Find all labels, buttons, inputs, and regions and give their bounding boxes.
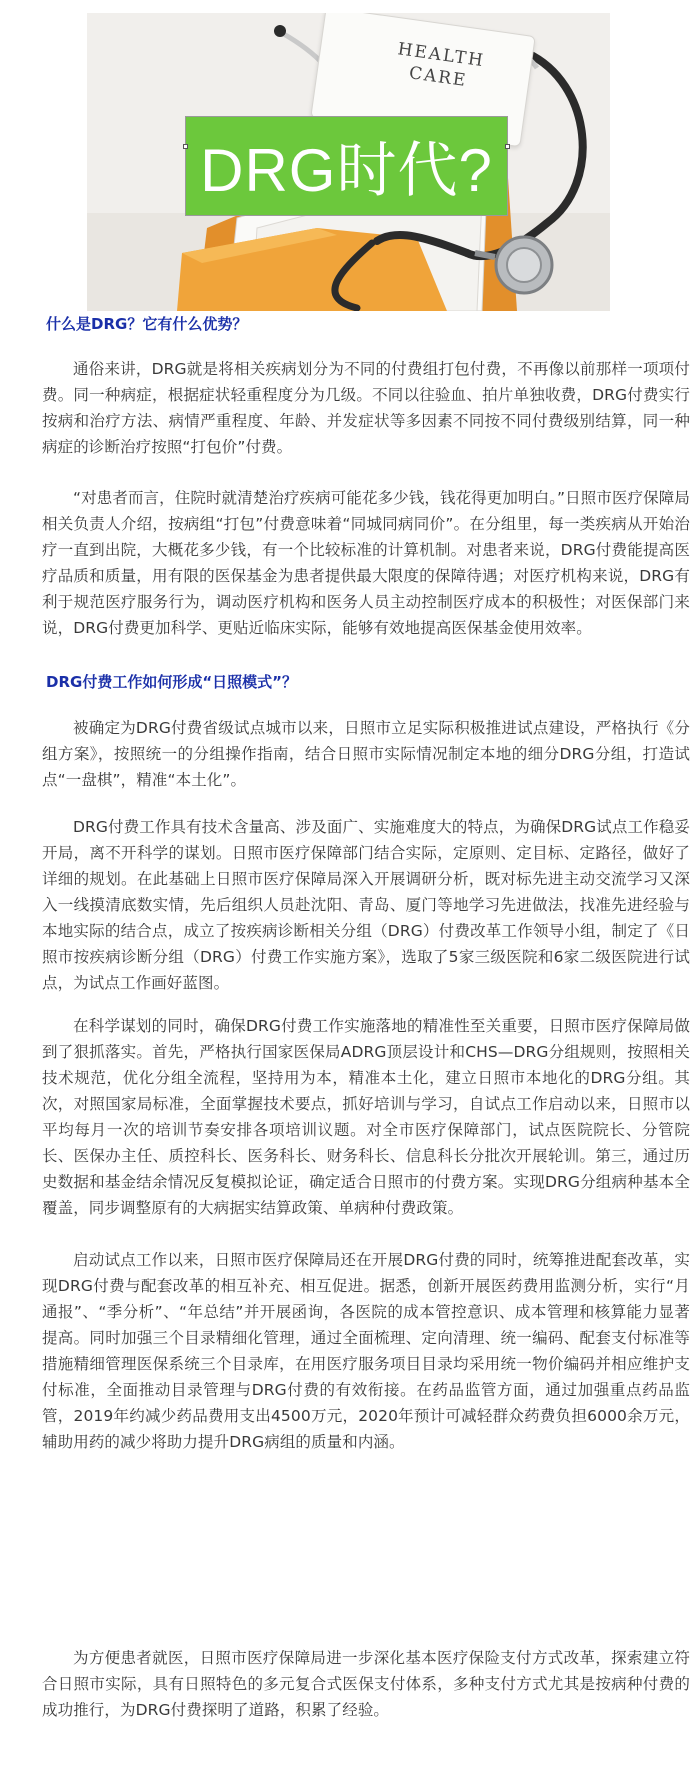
paragraph: 在科学谋划的同时，确保DRG付费工作实施落地的精准性至关重要，日照市医疗保障局做到了狠抓落实。首先，严格执行国家医保局ADRG顶层设计和CHS—DRG分组规则，按照相关技术规范，优化分组全流程，坚持用为本，精准本土化，建立日照市本地化的DRG分组。其次，对照国家局标准，全面掌握技术要点，抓好培训与学习，自试点工作启动以来，日照市以平均每月一次的培训节奏安排各项培训议题。对全市医疗保障部门，试点医院院长、分管院长、医保办主任、质控科长、医务科长、财务科长、信息科长分批次开展轮训。第三，通过历史数据和基金结余情况反复模拟论证，确定适合日照市的付费方案。实现DRG分组病种基本全覆盖，同步调整原有的大病据实结算政策、单病种付费政策。 xyxy=(42,1017,690,1217)
paragraph: 为方便患者就医，日照市医疗保障局进一步深化基本医疗保险支付方式改革，探索建立符合日照市实际，具有日照特色的多元复合式医保支付体系，多种支付方式尤其是按病种付费的成功推行，为DRG付费探明了道路，积累了经验。 xyxy=(42,1649,690,1719)
paragraph: 启动试点工作以来，日照市医疗保障局还在开展DRG付费的同时，统筹推进配套改革，实现DRG付费与配套改革的相互补充、相互促进。据悉，创新开展医药费用监测分析，实行“月通报”、“季分析”、“年总结”并开展函询，各医院的成本管控意识、成本管理和核算能力显著提高。同时加强三个目录精细化管理，通过全面梳理、定向清理、统一编码、配套支付标准等措施精细管理医保系统三个目录库，在用医疗服务项目目录均采用统一物价编码并相应维护支付标准，全面推动目录管理与DRG付费的有效衔接。在药品监管方面，通过加强重点药品监管，2019年约减少药品费用支出4500万元，2020年预计可减轻群众药费负担6000余万元，辅助用药的减少将助力提升DRG病组的质量和内涵。 xyxy=(42,1251,690,1451)
drg-banner-text: DRG时代? xyxy=(200,137,493,204)
resize-handle-right[interactable] xyxy=(505,144,510,149)
paragraph: “对患者而言，住院时就清楚治疗疾病可能花多少钱，钱花得更加明白。”日照市医疗保障局相关负责人介绍，按病组“打包”付费意味着“同城同病同价”。在分组里，每一类疾病从开始治疗一直到出院，大概花多少钱，有一个比较标准的计算机制。对患者来说，DRG付费能提高医疗品质和质量，用有限的医保基金为患者提供最大限度的保障待遇；对医疗机构来说，DRG有利于规范医疗服务行为，调动医疗机构和医务人员主动控制医疗成本的积极性；对医保部门来说，DRG付费更加科学、更贴近临床实际，能够有效地提高医保基金使用效率。 xyxy=(42,489,690,637)
paragraph: 通俗来讲，DRG就是将相关疾病划分为不同的付费组打包付费，不再像以前那样一项项付费。同一种病症，根据症状轻重程度分为几级。不同以往验血、拍片单独收费，DRG付费实行按病和治疗方法、病情严重程度、年龄、并发症状等多因素不同按不同付费级别结算，同一种病症的诊断治疗按照“打包价”付费。 xyxy=(42,360,690,456)
section-heading-what-is-drg: 什么是DRG？它有什么优势？ xyxy=(46,315,248,333)
health-care-card-text: HEALTH CARE xyxy=(396,39,486,92)
resize-handle-left[interactable] xyxy=(183,144,188,149)
drg-banner xyxy=(185,116,508,216)
hero-image xyxy=(87,13,610,311)
section-heading-rizhao-model: DRG付费工作如何形成“日照模式”？ xyxy=(46,673,298,691)
paragraph: 被确定为DRG付费省级试点城市以来，日照市立足实际积极推进试点建设，严格执行《分组方案》，按照统一的分组操作指南，结合日照市实际情况制定本地的细分DRG分组，打造试点“一盘棋”，精准“本土化”。 xyxy=(42,719,690,789)
paragraph: DRG付费工作具有技术含量高、涉及面广、实施难度大的特点，为确保DRG试点工作稳妥开局，离不开科学的谋划。日照市医疗保障部门结合实际，定原则、定目标、定路径，做好了详细的规划。在此基础上日照市医疗保障局深入开展调研分析，既对标先进主动交流学习又深入一线摸清底数实情，先后组织人员赴沈阳、青岛、厦门等地学习先进做法，找准先进经验与本地实际的结合点，成立了按疾病诊断相关分组（DRG）付费改革工作领导小组，制定了《日照市按疾病诊断分组（DRG）付费工作实施方案》，选取了5家三级医院和6家二级医院进行试点，为试点工作画好蓝图。 xyxy=(42,818,690,992)
